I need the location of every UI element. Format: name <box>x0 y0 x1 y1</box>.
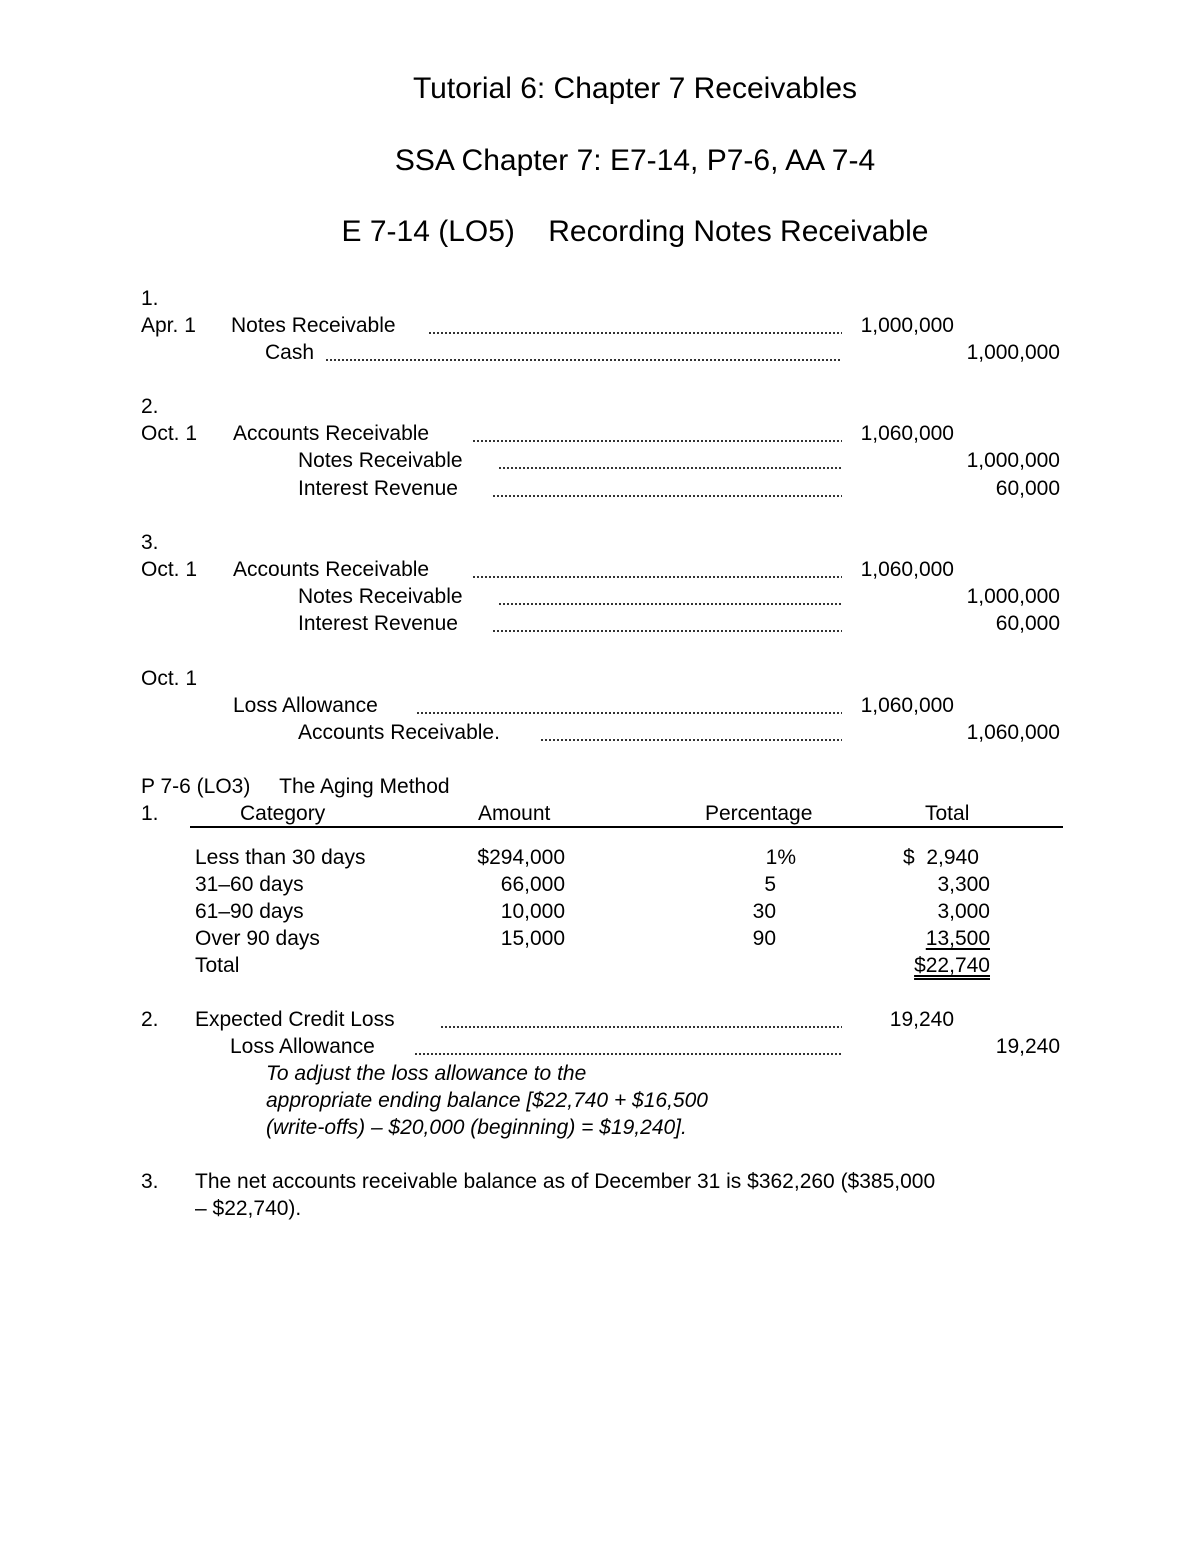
row-amount: 66,000 <box>500 873 565 896</box>
leader-dots <box>498 466 842 470</box>
row-percentage: 90 <box>752 927 776 950</box>
row-total: 3,300 <box>937 873 990 896</box>
entry-date: Apr. 1 <box>141 314 196 337</box>
credit-account: Cash <box>265 341 315 364</box>
debit-account: Expected Credit Loss <box>195 1008 395 1031</box>
col-header-percentage: Percentage <box>705 802 813 825</box>
leader-dots <box>472 439 842 443</box>
row-amount: $294,000 <box>477 846 565 869</box>
debit-amount: 19,240 <box>889 1008 954 1031</box>
credit-account: Accounts Receivable. <box>298 721 500 744</box>
credit-account: Notes Receivable <box>298 585 463 608</box>
answer-line: The net accounts receivable balance as of December 31 is $362,260 ($385,000 <box>195 1170 936 1193</box>
leader-dots <box>492 629 842 633</box>
part-number: 3. <box>141 1170 159 1193</box>
row-amount: 15,000 <box>500 927 565 950</box>
entry-number: 3. <box>141 531 159 554</box>
debit-account: Accounts Receivable <box>233 422 430 445</box>
debit-account: Accounts Receivable <box>233 558 430 581</box>
section-heading: E 7-14 (LO5) Recording Notes Receivable <box>341 215 929 248</box>
leader-dots <box>492 494 842 498</box>
leader-dots <box>416 711 842 715</box>
leader-dots <box>428 331 842 335</box>
credit-amount: 60,000 <box>995 477 1060 500</box>
col-header-total: Total <box>925 802 970 825</box>
leader-dots <box>414 1052 842 1056</box>
total-value: $22,740 <box>914 954 990 977</box>
credit-amount: 1,000,000 <box>966 341 1060 364</box>
row-total: 3,000 <box>937 900 990 923</box>
explanation-line: To adjust the loss allowance to the <box>266 1062 587 1085</box>
credit-account: Interest Revenue <box>298 612 458 635</box>
col-header-amount: Amount <box>478 802 551 825</box>
credit-amount: 1,000,000 <box>966 449 1060 472</box>
debit-amount: 1,060,000 <box>860 422 954 445</box>
credit-account: Loss Allowance <box>230 1035 375 1058</box>
debit-account: Notes Receivable <box>231 314 396 337</box>
entry-number: 1. <box>141 287 159 310</box>
answer-line: – $22,740). <box>195 1197 302 1220</box>
entry-date: Oct. 1 <box>141 667 198 690</box>
total-label: Total <box>195 954 240 977</box>
credit-account: Notes Receivable <box>298 449 463 472</box>
explanation-line: appropriate ending balance [$22,740 + $16,500 <box>266 1089 708 1112</box>
row-category: 61–90 days <box>195 900 304 923</box>
row-category: 31–60 days <box>195 873 304 896</box>
leader-dots <box>498 602 842 606</box>
leader-dots <box>540 738 842 742</box>
table-header-rule <box>190 826 1063 828</box>
entry-number: 2. <box>141 395 159 418</box>
debit-amount: 1,000,000 <box>860 314 954 337</box>
part-number: 2. <box>141 1008 159 1031</box>
credit-amount: 19,240 <box>995 1035 1060 1058</box>
part-number: 1. <box>141 802 159 825</box>
problem-heading: P 7-6 (LO3) The Aging Method <box>141 775 450 798</box>
entry-date: Oct. 1 <box>141 558 198 581</box>
page-subtitle: SSA Chapter 7: E7-14, P7-6, AA 7-4 <box>394 144 876 177</box>
page-title: Tutorial 6: Chapter 7 Receivables <box>412 72 858 105</box>
credit-amount: 60,000 <box>995 612 1060 635</box>
leader-dots <box>325 358 842 362</box>
row-percentage: 30 <box>752 900 776 923</box>
row-total: 13,500 <box>925 927 990 950</box>
debit-account: Loss Allowance <box>233 694 378 717</box>
leader-dots <box>472 575 842 579</box>
row-percentage: 1% <box>765 846 796 869</box>
entry-date: Oct. 1 <box>141 422 198 445</box>
credit-account: Interest Revenue <box>298 477 458 500</box>
explanation-line: (write-offs) – $20,000 (beginning) = $19,240]. <box>266 1116 687 1139</box>
credit-amount: 1,000,000 <box>966 585 1060 608</box>
row-total: $ 2,940 <box>903 846 979 869</box>
credit-amount: 1,060,000 <box>966 721 1060 744</box>
col-header-category: Category <box>240 802 326 825</box>
leader-dots <box>440 1025 842 1029</box>
row-percentage: 5 <box>764 873 776 896</box>
debit-amount: 1,060,000 <box>860 558 954 581</box>
row-category: Over 90 days <box>195 927 320 950</box>
debit-amount: 1,060,000 <box>860 694 954 717</box>
row-amount: 10,000 <box>500 900 565 923</box>
row-category: Less than 30 days <box>195 846 366 869</box>
